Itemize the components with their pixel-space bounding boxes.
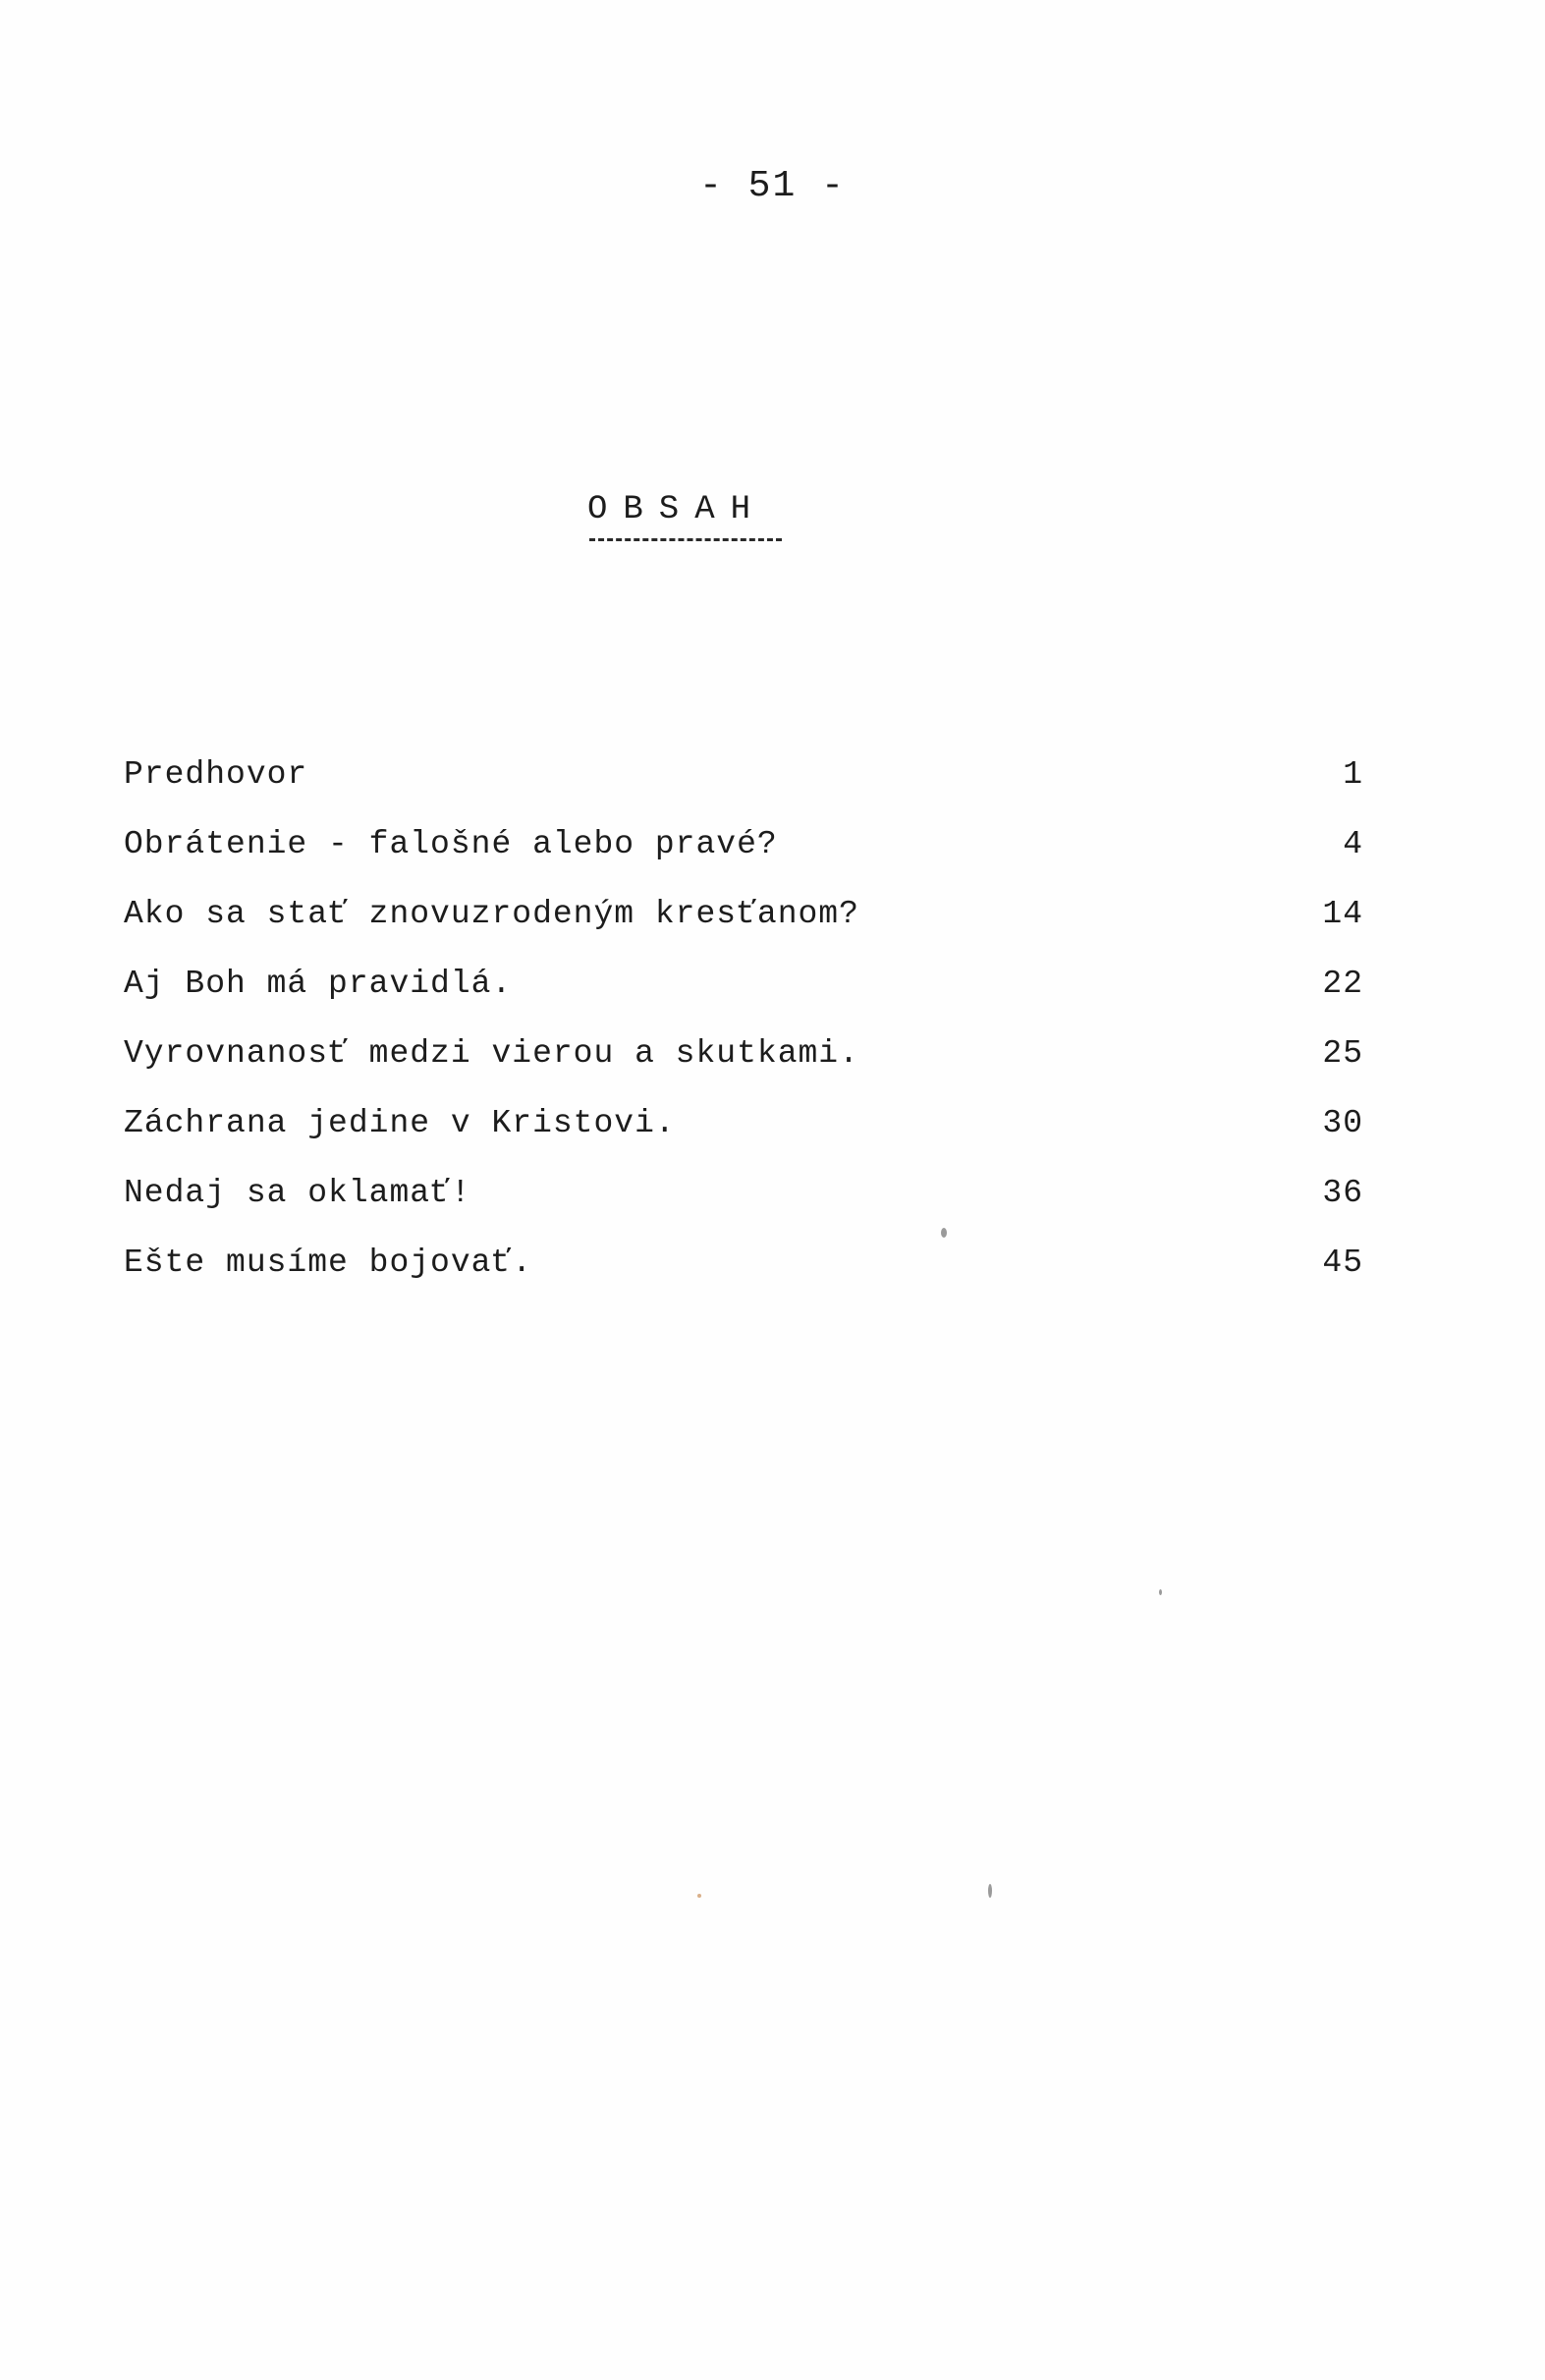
- toc-entry-page: 45: [1322, 1245, 1363, 1281]
- paper-speck: [941, 1228, 947, 1238]
- toc-entry-title: Ešte musíme bojovať.: [124, 1245, 533, 1281]
- toc-entry-title: Aj Boh má pravidlá.: [124, 966, 513, 1002]
- toc-entry: [124, 1245, 1363, 1314]
- toc-entry-page: 25: [1322, 1035, 1363, 1072]
- toc-entry-title: Záchrana jedine v Kristovi.: [124, 1105, 676, 1141]
- toc-entry: [124, 756, 1363, 826]
- toc-entry-title: Obrátenie - falošné alebo pravé?: [124, 826, 778, 862]
- toc-entry: [124, 896, 1363, 966]
- table-of-contents: [124, 756, 1363, 1314]
- toc-entry: [124, 1105, 1363, 1175]
- toc-entry: [124, 1175, 1363, 1245]
- paper-speck: [988, 1884, 992, 1898]
- heading-underline: [589, 538, 782, 541]
- paper-speck: [1159, 1589, 1162, 1595]
- page-number: - 51 -: [699, 165, 846, 207]
- toc-entry-page: 4: [1343, 826, 1363, 862]
- toc-entry-title: Vyrovnanosť medzi vierou a skutkami.: [124, 1035, 859, 1072]
- toc-entry-page: 22: [1322, 966, 1363, 1002]
- toc-entry-page: 14: [1322, 896, 1363, 932]
- toc-entry-title: Nedaj sa oklamať!: [124, 1175, 471, 1211]
- toc-entry-page: 30: [1322, 1105, 1363, 1141]
- toc-entry: [124, 1035, 1363, 1105]
- toc-entry-title: Predhovor: [124, 756, 308, 793]
- paper-speck: [697, 1894, 701, 1898]
- toc-entry-page: 1: [1343, 756, 1363, 793]
- toc-entry: [124, 966, 1363, 1035]
- toc-entry-page: 36: [1322, 1175, 1363, 1211]
- toc-entry: [124, 826, 1363, 896]
- toc-entry-title: Ako sa stať znovuzrodeným kresťanom?: [124, 896, 859, 932]
- contents-heading: OBSAH: [587, 491, 767, 528]
